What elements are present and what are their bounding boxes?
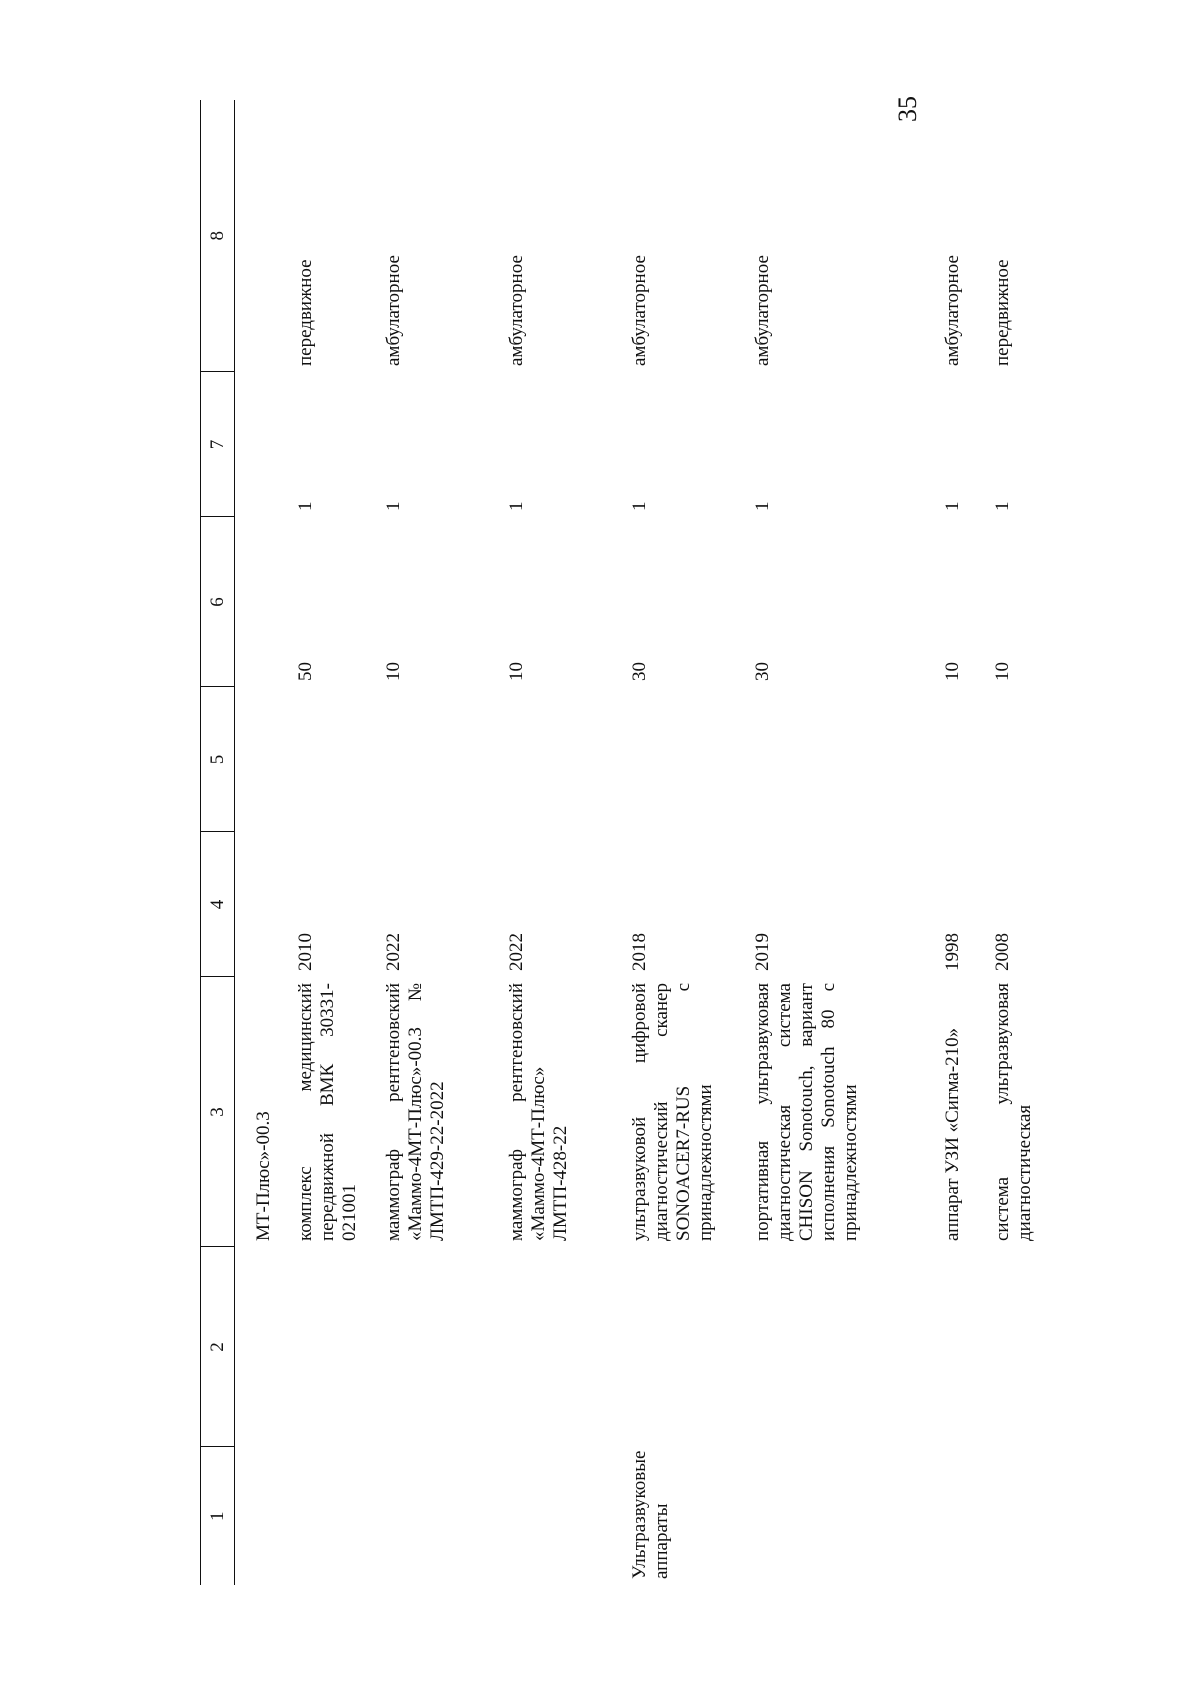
cell-col5 <box>629 687 752 832</box>
column-number: 2 <box>201 1247 235 1447</box>
equipment-group-cell <box>942 1447 992 1585</box>
equipment-name-cell: МТ-Плюс»-00.3 <box>253 1111 274 1241</box>
equipment-name-cell: маммограф рентгеновский «Маммо-4МТ-Плюс» ЛМТП-428-22 <box>506 983 571 1241</box>
cell-col2 <box>629 1247 752 1447</box>
cell-col2 <box>506 1247 629 1447</box>
cell-col2 <box>752 1247 942 1447</box>
cell-col2 <box>992 1247 1042 1447</box>
cell-col2 <box>253 1247 295 1447</box>
equipment-group-cell: Ультразвуковые аппараты <box>629 1450 672 1579</box>
cell-col6: 30 <box>629 662 650 681</box>
usage-type-cell: передвижное <box>295 259 316 366</box>
usage-type-cell: передвижное <box>992 259 1013 366</box>
quantity-cell: 1 <box>992 501 1013 511</box>
column-number: 5 <box>201 687 235 832</box>
year-cell: 2010 <box>295 933 316 971</box>
equipment-group-cell <box>506 1447 629 1585</box>
year-cell: 2022 <box>506 933 527 971</box>
cell-col6: 30 <box>752 662 773 681</box>
page-number: 35 <box>893 96 922 122</box>
equipment-group-cell <box>383 1447 506 1585</box>
cell-col6: 50 <box>295 662 316 681</box>
cell-col2 <box>295 1247 383 1447</box>
equipment-group-cell <box>992 1447 1042 1585</box>
table-row <box>629 100 752 1585</box>
year-cell: 1998 <box>942 933 963 971</box>
table-row <box>506 100 629 1585</box>
table-row <box>253 100 295 1585</box>
cell-col6: 10 <box>383 662 404 681</box>
usage-type-cell: амбулаторное <box>506 255 527 366</box>
cell-col5 <box>992 687 1042 832</box>
column-number: 6 <box>201 517 235 687</box>
cell-col5 <box>383 687 506 832</box>
table-row <box>992 100 1042 1585</box>
cell-col6 <box>253 517 295 687</box>
equipment-group-cell <box>752 1447 942 1585</box>
cell-col5 <box>295 687 383 832</box>
equipment-name-cell: ультразвуковой цифровой диагностический сканер SONOACER7-RUS с принадлежностями <box>629 983 716 1241</box>
cell-col6: 10 <box>942 662 963 681</box>
cell-col6: 10 <box>992 662 1013 681</box>
usage-type-cell: амбулаторное <box>629 255 650 366</box>
year-cell <box>253 832 295 977</box>
rotated-table-page <box>200 100 1060 1585</box>
quantity-cell <box>253 372 295 517</box>
equipment-name-cell: маммограф рентгеновский «Маммо-4МТ-Плюс»-00.3 № ЛМТП-429-22-2022 <box>383 983 448 1241</box>
year-cell: 2022 <box>383 933 404 971</box>
usage-type-cell: амбулаторное <box>942 255 963 366</box>
equipment-name-cell: комплекс медицинский передвижной ВМК 30331-021001 <box>295 983 360 1241</box>
equipment-group-cell <box>253 1447 295 1585</box>
year-cell: 2018 <box>629 933 650 971</box>
quantity-cell: 1 <box>295 501 316 511</box>
cell-col2 <box>383 1247 506 1447</box>
quantity-cell: 1 <box>383 501 404 511</box>
column-number-row <box>201 100 235 1585</box>
column-number: 8 <box>201 100 235 372</box>
cell-col5 <box>752 687 942 832</box>
column-number: 3 <box>201 977 235 1247</box>
column-number: 7 <box>201 372 235 517</box>
table-row <box>752 100 942 1585</box>
equipment-name-cell: система ультразвуковая диагностическая <box>992 983 1035 1241</box>
cell-col5 <box>942 687 992 832</box>
equipment-name-cell: аппарат УЗИ «Сигма-210» <box>942 1027 963 1241</box>
cell-col2 <box>942 1247 992 1447</box>
quantity-cell: 1 <box>629 501 650 511</box>
equipment-table <box>200 100 1042 1585</box>
equipment-group-cell <box>295 1447 383 1585</box>
usage-type-cell <box>253 100 295 372</box>
table-row <box>295 100 383 1585</box>
equipment-name-cell: портативная ультразвуковая диагностическая система CHISON Sonotouch, вариант исполнения Sonotouch 80 с принадлежностями <box>752 983 861 1241</box>
cell-col5 <box>253 687 295 832</box>
column-number: 4 <box>201 832 235 977</box>
usage-type-cell: амбулаторное <box>383 255 404 366</box>
usage-type-cell: амбулаторное <box>752 255 773 366</box>
cell-col6: 10 <box>506 662 527 681</box>
year-cell: 2008 <box>992 933 1013 971</box>
year-cell: 2019 <box>752 933 773 971</box>
quantity-cell: 1 <box>942 501 963 511</box>
table-row <box>383 100 506 1585</box>
quantity-cell: 1 <box>506 501 527 511</box>
table-row <box>942 100 992 1585</box>
column-number: 1 <box>201 1447 235 1585</box>
quantity-cell: 1 <box>752 501 773 511</box>
cell-col5 <box>506 687 629 832</box>
